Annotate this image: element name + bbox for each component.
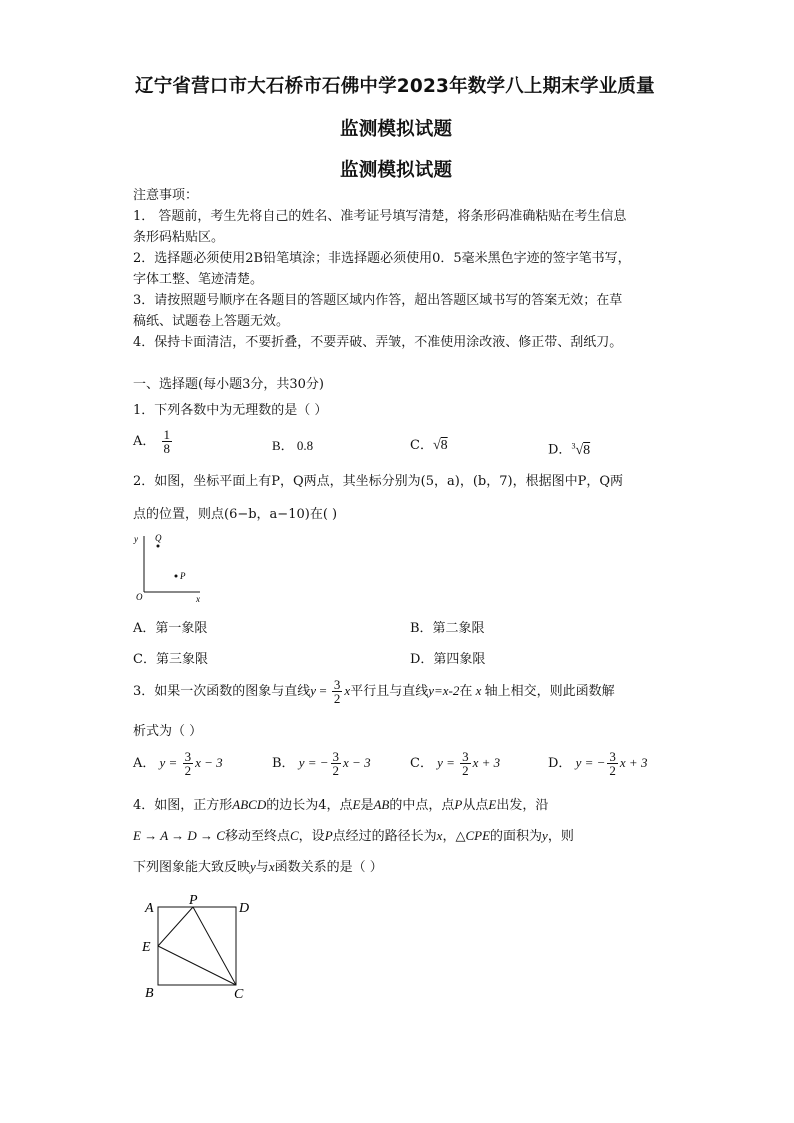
- note-2b: 字体工整、笔迹清楚。: [133, 272, 264, 287]
- q4-label-e: E: [142, 940, 151, 955]
- q2-coordinate-figure: [128, 530, 208, 606]
- q4-label-a: A: [145, 901, 154, 916]
- q3-option-a: A． y = $\frac{3}{2}$ x − 3: [133, 749, 223, 778]
- q1-stem: 1．下列各数中为无理数的是（ ）: [133, 403, 328, 418]
- q3-stem-line2: 析式为（ ）: [133, 724, 203, 739]
- q2-point-q: [157, 545, 160, 548]
- q1-option-c: C．√8: [410, 438, 448, 453]
- note-1a: 1． 答题前，考生先将自己的姓名、准考证号填写清楚，将条形码准确粘贴在考生信息: [133, 209, 627, 224]
- q1-option-d: D．$^3$√8: [548, 441, 591, 458]
- q4-stem-line3: 下列图象能大致反映y与x函数关系的是（ ）: [133, 859, 383, 875]
- notes-heading: 注意事项：: [133, 188, 199, 203]
- q4-stem-line1: 4．如图，正方形ABCD的边长为4，点E是AB的中点，点P从点E出发，沿: [133, 797, 549, 813]
- sqrt-symbol: √8: [432, 438, 448, 453]
- q2-q-label: Q: [155, 533, 162, 543]
- q2-x-label: x: [196, 594, 200, 604]
- q1-a-label: A．: [133, 434, 156, 449]
- q3-option-c: C． y = $\frac{3}{2}$ x + 3: [410, 749, 501, 778]
- q2-option-a: A．第一象限: [133, 621, 208, 636]
- q2-p-label: P: [180, 571, 186, 581]
- page-title-line3: 监测模拟试题: [340, 160, 453, 181]
- page-title-line1: 辽宁省营口市大石桥市石佛中学2023年数学八上期末学业质量: [135, 76, 655, 97]
- q2-option-b: B．第二象限: [410, 621, 485, 636]
- q4-label-d: D: [239, 901, 250, 916]
- note-2a: 2．选择题必须使用2B铅笔填涂；非选择题必须使用0．5毫米黑色字迹的签字笔书写，: [133, 251, 631, 266]
- q1-a-fraction: $\frac{1}{8}$: [163, 427, 171, 456]
- page-title-line2: 监测模拟试题: [340, 119, 453, 140]
- q2-stem-line1: 2．如图，坐标平面上有P，Q两点，其坐标分别为(5，a)，(b，7)，根据图中P，Q两: [133, 474, 623, 489]
- q3-option-d: D． y = − $\frac{3}{2}$ x + 3: [548, 749, 648, 778]
- section-heading: 一、选择题(每小题3分，共30分): [133, 377, 324, 392]
- cbrt-symbol: $^3$√8: [571, 441, 591, 458]
- q1-option-b: B． 0.8: [272, 438, 314, 453]
- q4-square-figure: [135, 888, 265, 1008]
- q4-label-p: P: [189, 893, 198, 908]
- q4-label-c: C: [234, 987, 244, 1002]
- q3-stem-line1: 3．如果一次函数的图象与直线y = $\frac{3}{2}$ x平行且与直线y=x-2在 x 轴上相交，则此函数解: [133, 677, 615, 706]
- note-4: 4．保持卡面清洁，不要折叠，不要弄破、弄皱，不准使用涂改液、修正带、刮纸刀。: [133, 335, 623, 350]
- q3-option-b: B． y = − $\frac{3}{2}$ x − 3: [272, 749, 371, 778]
- note-3a: 3．请按照题号顺序在各题目的答题区域内作答，超出答题区域书写的答案无效；在草: [133, 293, 623, 308]
- q1-option-a: [133, 428, 174, 455]
- q4-stem-line2: E → A → D → C移动至终点C，设P点经过的路径长为x，△CPE的面积为y，则: [133, 828, 574, 844]
- q2-stem-line2: 点的位置，则点(6−b，a−10)在( ): [133, 507, 338, 522]
- q2-y-label: y: [134, 534, 138, 544]
- note-1b: 条形码粘贴区。: [133, 230, 225, 245]
- q4-label-b: B: [145, 986, 154, 1001]
- q2-option-d: D．第四象限: [410, 652, 486, 667]
- q2-point-p: [175, 575, 178, 578]
- note-3b: 稿纸、试题卷上答题无效。: [133, 314, 290, 329]
- q2-origin-label: O: [136, 592, 143, 602]
- q2-option-c: C．第三象限: [133, 652, 208, 667]
